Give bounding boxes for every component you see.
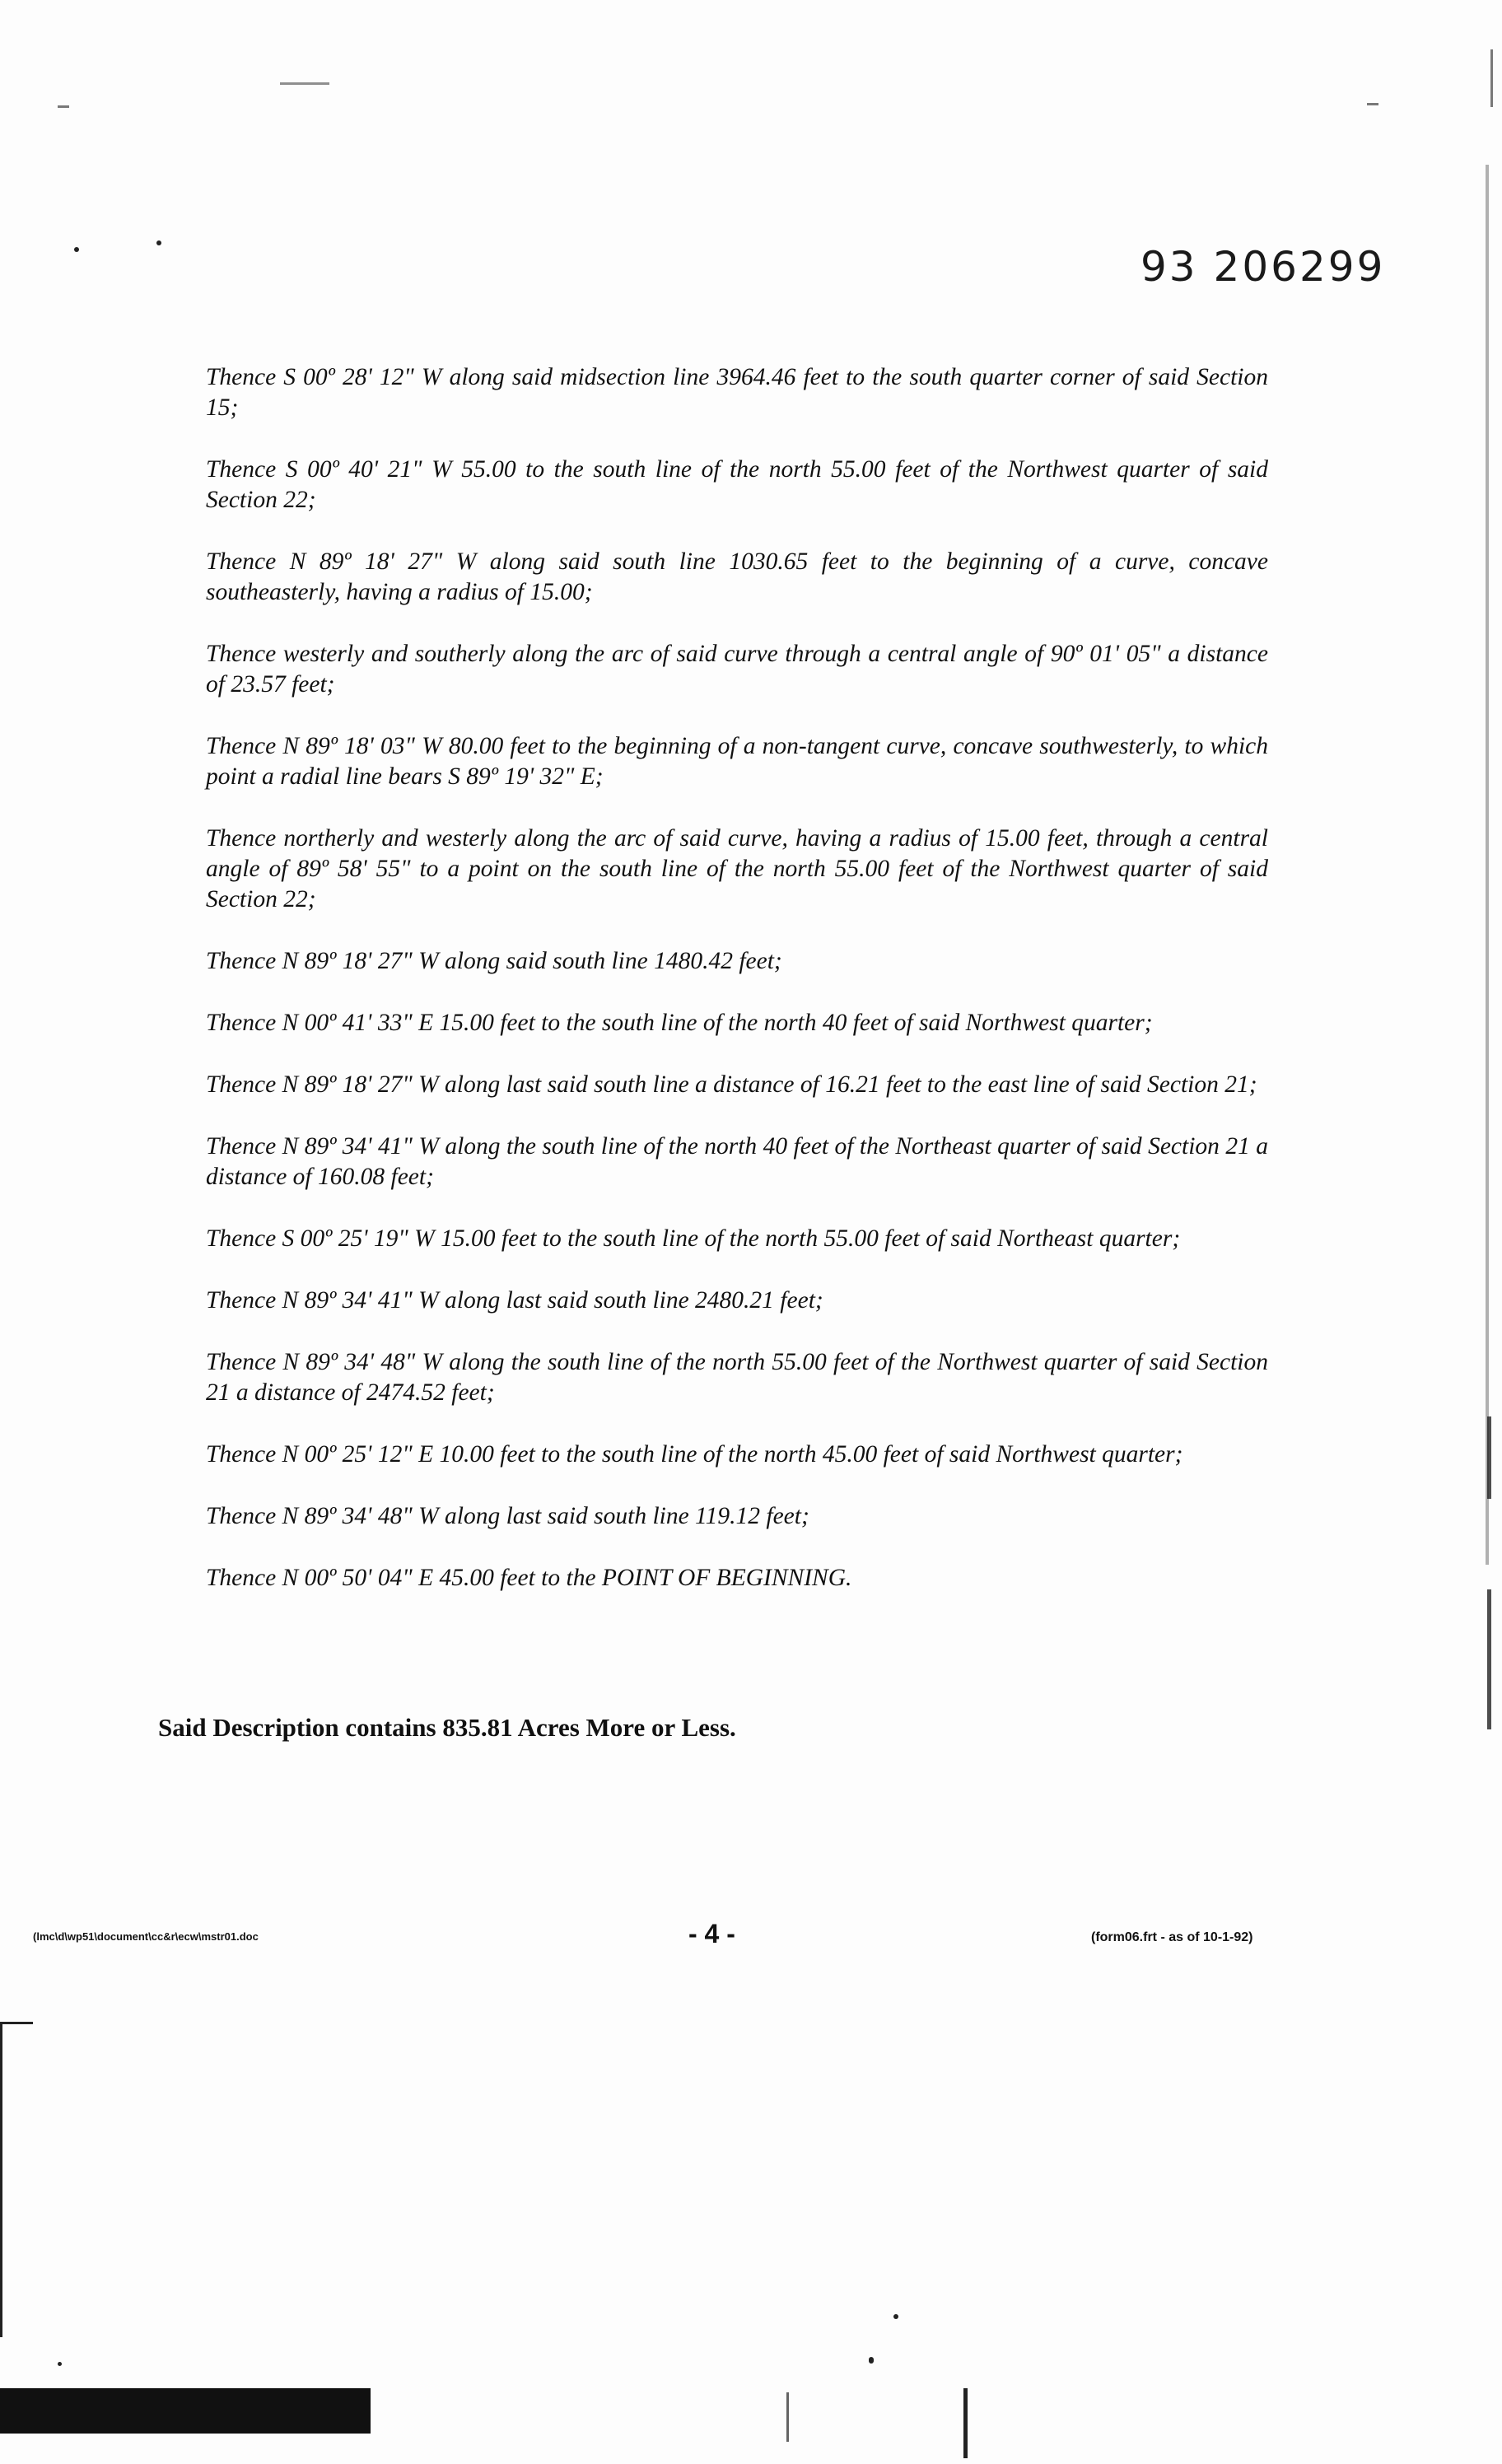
scan-mark — [893, 2314, 898, 2319]
description-paragraph: Thence S 00º 28' 12" W along said midsection line 3964.46 feet to the south quarter corner of said Section 15; — [206, 364, 1268, 421]
recording-number: 93 206299 — [1140, 243, 1386, 291]
scan-mark — [786, 2392, 789, 2442]
footer-file-path: (lmc\d\wp51\document\cc&r\ecw\mstr01.doc — [33, 1930, 259, 1943]
description-paragraph: Thence N 89º 34' 41" W along the south line of the north 40 feet of the Northeast quarter of said Section 21 a distance of 160.08 feet; — [206, 1133, 1268, 1190]
description-paragraph: Thence westerly and southerly along the arc of said curve through a central angle of 90º 01' 05" a distance of 23.57 feet; — [206, 641, 1268, 698]
description-paragraph: Thence N 00º 25' 12" E 10.00 feet to the south line of the north 45.00 feet of said Northwest quarter; — [206, 1441, 1183, 1468]
description-paragraph: Thence N 89º 18' 27" W along last said south line a distance of 16.21 feet to the east line of said Section 21; — [206, 1071, 1257, 1098]
footer-form-reference: (form06.frt - as of 10-1-92) — [1091, 1930, 1253, 1944]
scan-mark — [0, 2024, 2, 2337]
description-paragraph: Thence S 00º 40' 21" W 55.00 to the south line of the north 55.00 feet of the Northwest quarter of said Section 22; — [206, 456, 1268, 513]
description-paragraph: Thence N 89º 18' 27" W along said south line 1480.42 feet; — [206, 948, 782, 974]
scan-mark — [869, 2357, 874, 2364]
scan-mark — [280, 82, 329, 85]
description-paragraph: Thence S 00º 25' 19" W 15.00 feet to the south line of the north 55.00 feet of said Northeast quarter; — [206, 1225, 1181, 1252]
description-paragraph: Thence northerly and westerly along the arc of said curve, having a radius of 15.00 feet, through a central angle of 89º 58' 55" to a point on the south line of the north 55.00 feet of the Northwest quarter of said Section 22; — [206, 825, 1268, 912]
description-paragraph: Thence N 00º 50' 04" E 45.00 feet to the POINT OF BEGINNING. — [206, 1565, 852, 1591]
scan-mark — [0, 2022, 33, 2024]
description-paragraph: Thence N 89º 18' 03" W 80.00 feet to the beginning of a non-tangent curve, concave southwesterly, to which point a radial line bears S 89º 19' 32" E; — [206, 733, 1268, 790]
page-number: - 4 - — [688, 1919, 735, 1948]
scan-mark — [1490, 49, 1493, 107]
description-paragraph: Thence N 89º 34' 41" W along last said south line 2480.21 feet; — [206, 1287, 823, 1314]
description-paragraph: Thence N 89º 34' 48" W along last said south line 119.12 feet; — [206, 1503, 809, 1529]
scan-mark — [1367, 103, 1378, 105]
scan-mark — [58, 2362, 62, 2366]
legal-description — [206, 362, 1268, 1625]
scan-mark — [1486, 165, 1489, 1565]
scan-mark — [1487, 1589, 1491, 1729]
scan-mark — [156, 240, 161, 245]
scan-mark — [1487, 1416, 1491, 1499]
scan-mark — [74, 247, 79, 252]
description-paragraph: Thence N 00º 41' 33" E 15.00 feet to the south line of the north 40 feet of said Northwest quarter; — [206, 1010, 1153, 1036]
scan-mark — [963, 2388, 968, 2458]
scan-mark — [58, 105, 69, 108]
description-paragraph: Thence N 89º 18' 27" W along said south line 1030.65 feet to the beginning of a curve, concave southeasterly, having a radius of 15.00; — [206, 548, 1268, 605]
scan-mark — [0, 2388, 371, 2434]
acreage-summary: Said Description contains 835.81 Acres More or Less. — [158, 1713, 736, 1742]
description-paragraph: Thence N 89º 34' 48" W along the south line of the north 55.00 feet of the Northwest quarter of said Section 21 a distance of 2474.52 feet; — [206, 1349, 1268, 1406]
